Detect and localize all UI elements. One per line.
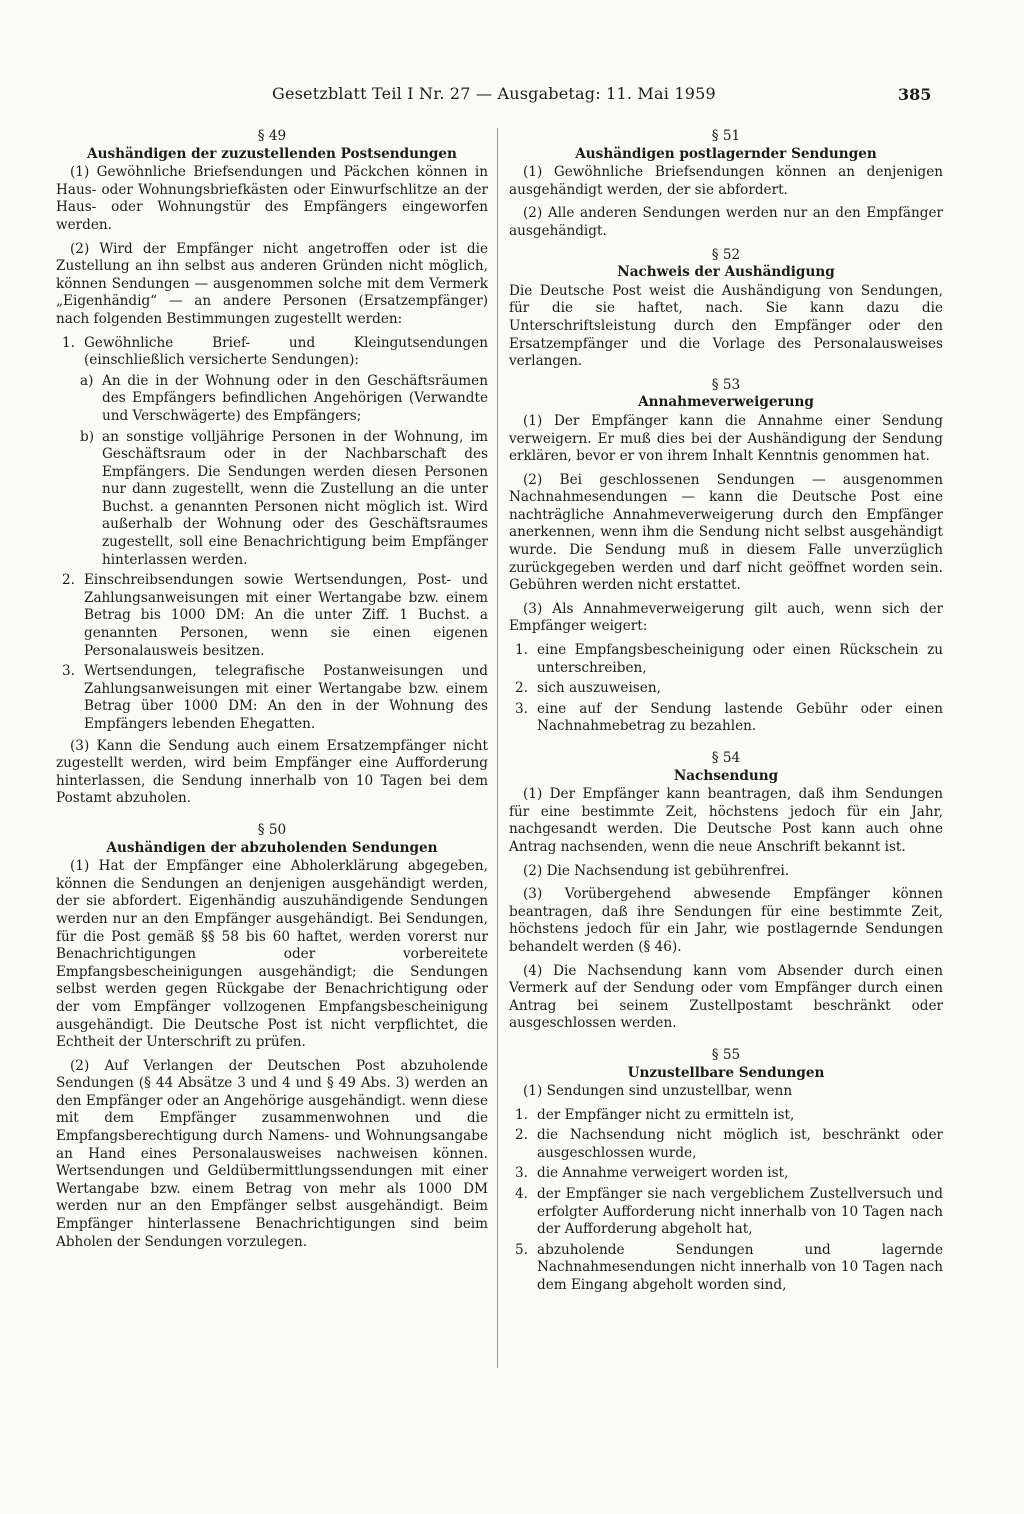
paragraph: (1) Der Empfänger kann die Annahme einer Sendung verweigern. Er muß dies bei der Aushändigung der Sendung erklären, bevor er von ihrem Inhalt Kenntnis genommen hat. (509, 412, 943, 465)
list-number: 4. (515, 1186, 528, 1203)
section-title: Nachsendung (673, 767, 779, 784)
paragraph: (1) Sendungen sind unzustellbar, wenn (523, 1083, 793, 1100)
numbered-list (509, 1107, 943, 1295)
list-text: Gewöhnliche Brief- und Kleingutsendungen (einschließlich versicherte Sendungen): (84, 334, 488, 369)
paragraph: (4) Die Nachsendung kann vom Absender durch einen Vermerk auf der Sendung oder vom Empfänger durch einen Antrag bei seinem Zustellpostamt beschränkt oder ausgeschlossen werden. (509, 962, 943, 1032)
paragraph: (1) Hat der Empfänger eine Abholerklärung abgegeben, können die Sendungen an denjenigen ausgehändigt werden, der sie abfordert. Eigenhändig auszuhändigende Sendungen werden nur an den Empfänger ausgehändigt. Bei Sendungen, für die Post gemäß §§ 58 bis 60 haftet, werden vorerst nur Benachrichtigungen oder vorbereitete Empfangsbescheinigungen ausgehändigt; die Sendungen selbst werden gegen Rückgabe der Benachrichtigung oder der vom Empfänger vollzogenen Empfangsbescheinigung ausgehändigt. Die Deutsche Post ist nicht verpflichtet, die Echtheit der Unterschrift zu prüfen. (56, 858, 488, 1051)
section-number: § 49 (257, 128, 287, 144)
numbered-list (56, 335, 488, 734)
section-title: Nachweis der Aushändigung (617, 264, 835, 281)
section-49 (56, 128, 488, 808)
section-title: Aushändigen postlagernder Sendungen (575, 145, 877, 162)
paragraph: (2) Wird der Empfänger nicht angetroffen oder ist die Zustellung an ihn selbst aus anderen Gründen nicht möglich, können Sendungen — ausgenommen solche mit dem Vermerk „Eigenhändig“ — an andere Personen (Ersatzempfänger) nach folgenden Bestimmungen zugestellt werden: (56, 240, 488, 327)
list-text: sich auszuweisen, (537, 680, 661, 697)
section-50 (56, 822, 488, 1251)
list-item (509, 1186, 943, 1239)
right-column (509, 128, 943, 1299)
list-text: Einschreibsendungen sowie Wertsendungen, Post- und Zahlungsanweisungen mit einer Wertangabe bzw. einem Betrag bis 1000 DM: An die unter Ziff. 1 Buchst. a genannten Personen, wenn sie einen eigenen Personalausweis besitzen. (84, 572, 488, 659)
list-text: die Nachsendung nicht möglich ist, beschränkt oder ausgeschlossen wurde, (537, 1127, 943, 1161)
section-number: § 51 (711, 128, 741, 144)
sub-list-text: An die in der Wohnung oder in den Geschäftsräumen des Empfängers befindlichen Angehörigen (Verwandte und Verschwägerte) des Empfängers; (102, 372, 488, 424)
section-55 (509, 1047, 943, 1295)
list-text: Wertsendungen, telegrafische Postanweisungen und Zahlungsanweisungen mit einer Wertangabe bzw. einem Betrag über 1000 DM: An den in der Wohnung des Empfängers lebenden Ehegatten. (84, 663, 488, 732)
paragraph: (2) Alle anderen Sendungen werden nur an den Empfänger ausgehändigt. (509, 205, 943, 239)
sub-list-text: an sonstige volljährige Personen in der Wohnung, im Geschäftsraum oder in der Nachbarschaft des Empfängers. Die Sendungen werden diesen Personen nur dann zugestellt, wenn die Zustellung an die unter Buchst. a genannten Personen nicht möglich ist. Wird außerhalb der Wohnung oder des Geschäftsraumes zugestellt, soll eine Benachrichtigung beim Empfänger hinterlassen werden. (102, 428, 488, 568)
list-item (56, 663, 488, 733)
list-item (509, 1242, 943, 1295)
section-53 (509, 377, 943, 736)
section-title: Unzustellbare Sendungen (627, 1064, 825, 1081)
list-text: abzuholende Sendungen und lagernde Nachnahmesendungen nicht innerhalb von 10 Tagen nach dem Eingang abgeholt worden sind, (537, 1241, 943, 1294)
list-text: eine auf der Sendung lastende Gebühr oder einen Nachnahmebetrag zu bezahlen. (537, 700, 943, 735)
section-title: Aushändigen der zuzustellenden Postsendungen (87, 145, 457, 162)
list-item (509, 701, 943, 736)
paragraph: (2) Bei geschlossenen Sendungen — ausgenommen Nachnahmesendungen — kann die Deutsche Post eine nachträgliche Annahmeverweigerung durch den Empfänger anerkennen, wenn ihm die Sendung nicht selbst ausgehändigt wurde. Die Sendung muß in diesem Falle unverzüglich zurückgegeben werden und darf nicht geöffnet worden sein. Gebühren werden nicht erstattet. (509, 471, 943, 594)
section-number: § 50 (257, 821, 287, 838)
sub-list-letter: a) (80, 372, 94, 389)
section-number: § 55 (711, 1046, 741, 1063)
paragraph: (1) Der Empfänger kann beantragen, daß ihm Sendungen für eine bestimmte Zeit, höchstens jedoch für ein Jahr, nachgesandt werden. Die Deutsche Post kann auch ohne Antrag nachsenden, wenn die neue Anschrift bekannt ist. (509, 786, 943, 855)
page-header (0, 84, 1024, 108)
section-number: § 52 (711, 246, 741, 263)
list-text: die Annahme verweigert worden ist, (537, 1165, 789, 1182)
list-number: 3. (515, 1165, 528, 1182)
list-item (509, 642, 943, 677)
paragraph: (3) Als Annahmeverweigerung gilt auch, wenn sich der Empfänger weigert: (509, 600, 943, 635)
list-number: 1. (515, 1106, 528, 1123)
sub-list-letter: b) (80, 428, 95, 445)
left-column (56, 128, 488, 1257)
list-number: 3. (62, 663, 75, 680)
list-number: 1. (62, 334, 75, 351)
column-divider (497, 128, 498, 1368)
section-number: § 53 (711, 376, 741, 393)
numbered-list (509, 642, 943, 736)
section-title: Aushändigen der abzuholenden Sendungen (106, 839, 438, 856)
list-item (56, 335, 488, 370)
list-text: der Empfänger sie nach vergeblichem Zustellversuch und erfolgter Aufforderung nicht innerhalb von 10 Tagen nach der Aufforderung abgeholt hat, (537, 1186, 943, 1238)
paragraph: (2) Die Nachsendung ist gebührenfrei. (523, 862, 790, 879)
list-number: 1. (515, 642, 528, 659)
list-number: 2. (515, 680, 528, 697)
list-item (509, 680, 943, 698)
sub-list-item (80, 429, 488, 570)
list-text: der Empfänger nicht zu ermitteln ist, (537, 1106, 795, 1123)
list-item (56, 572, 488, 660)
paragraph: (1) Gewöhnliche Briefsendungen und Päckchen können in Haus- oder Wohnungsbriefkästen oder Einwurfschlitze an der Haus- oder Wohnungstür des Empfängers eingeworfen werden. (56, 164, 488, 233)
page-number: 385 (898, 85, 932, 104)
list-number: 5. (515, 1241, 528, 1258)
list-number: 2. (515, 1127, 528, 1144)
section-number: § 54 (711, 750, 741, 766)
list-text: eine Empfangsbescheinigung oder einen Rückschein zu unterschreiben, (537, 642, 943, 676)
header-title: Gesetzblatt Teil I Nr. 27 — Ausgabetag: 11. Mai 1959 (272, 84, 716, 103)
paragraph: (3) Kann die Sendung auch einem Ersatzempfänger nicht zugestellt werden, wird beim Empfänger eine Aufforderung hinterlassen, die Sendung innerhalb von 10 Tagen bei dem Postamt abzuholen. (56, 737, 488, 807)
list-item (509, 1107, 943, 1125)
section-51 (509, 128, 943, 241)
paragraph: (2) Auf Verlangen der Deutschen Post abzuholende Sendungen (§ 44 Absätze 3 und 4 und § 49 Abs. 3) werden an den Empfänger oder an Angehörige ausgehändigt. wenn diese mit dem Empfänger zusammenwohnen und die Empfangsberechtigung durch Namens- und Wohnungsangabe an Hand eines Personalausweises nachweisen können. Wertsendungen und Geldübermittlungssendungen mit einer Wertangabe bzw. einem Betrag von mehr als 1000 DM werden nur an den Empfänger selbst ausgehändigt. Beim Empfänger hinterlassene Benachrichtigungen sind beim Abholen der Sendungen vorzulegen. (56, 1057, 488, 1250)
list-number: 3. (515, 700, 528, 717)
paragraph: (3) Vorübergehend abwesende Empfänger können beantragen, daß ihre Sendungen für eine bestimmte Zeit, höchstens jedoch für ein Jahr, wie postlagernde Sendungen behandelt werden (§ 46). (509, 886, 943, 955)
section-52 (509, 247, 943, 371)
list-number: 2. (62, 572, 75, 589)
paragraph: (1) Gewöhnliche Briefsendungen können an denjenigen ausgehändigt werden, der sie abfordert. (509, 164, 943, 198)
list-item (509, 1127, 943, 1162)
sub-list-item (80, 373, 488, 426)
section-title: Annahmeverweigerung (638, 394, 814, 411)
paragraph: Die Deutsche Post weist die Aushändigung von Sendungen, für die sie haftet, nach. Sie kann dazu die Unterschriftsleistung durch den Empfänger oder den Ersatzempfänger und die Vorlage des Personalausweises verlangen. (509, 282, 943, 370)
section-54 (509, 750, 943, 1033)
list-item (509, 1165, 943, 1183)
